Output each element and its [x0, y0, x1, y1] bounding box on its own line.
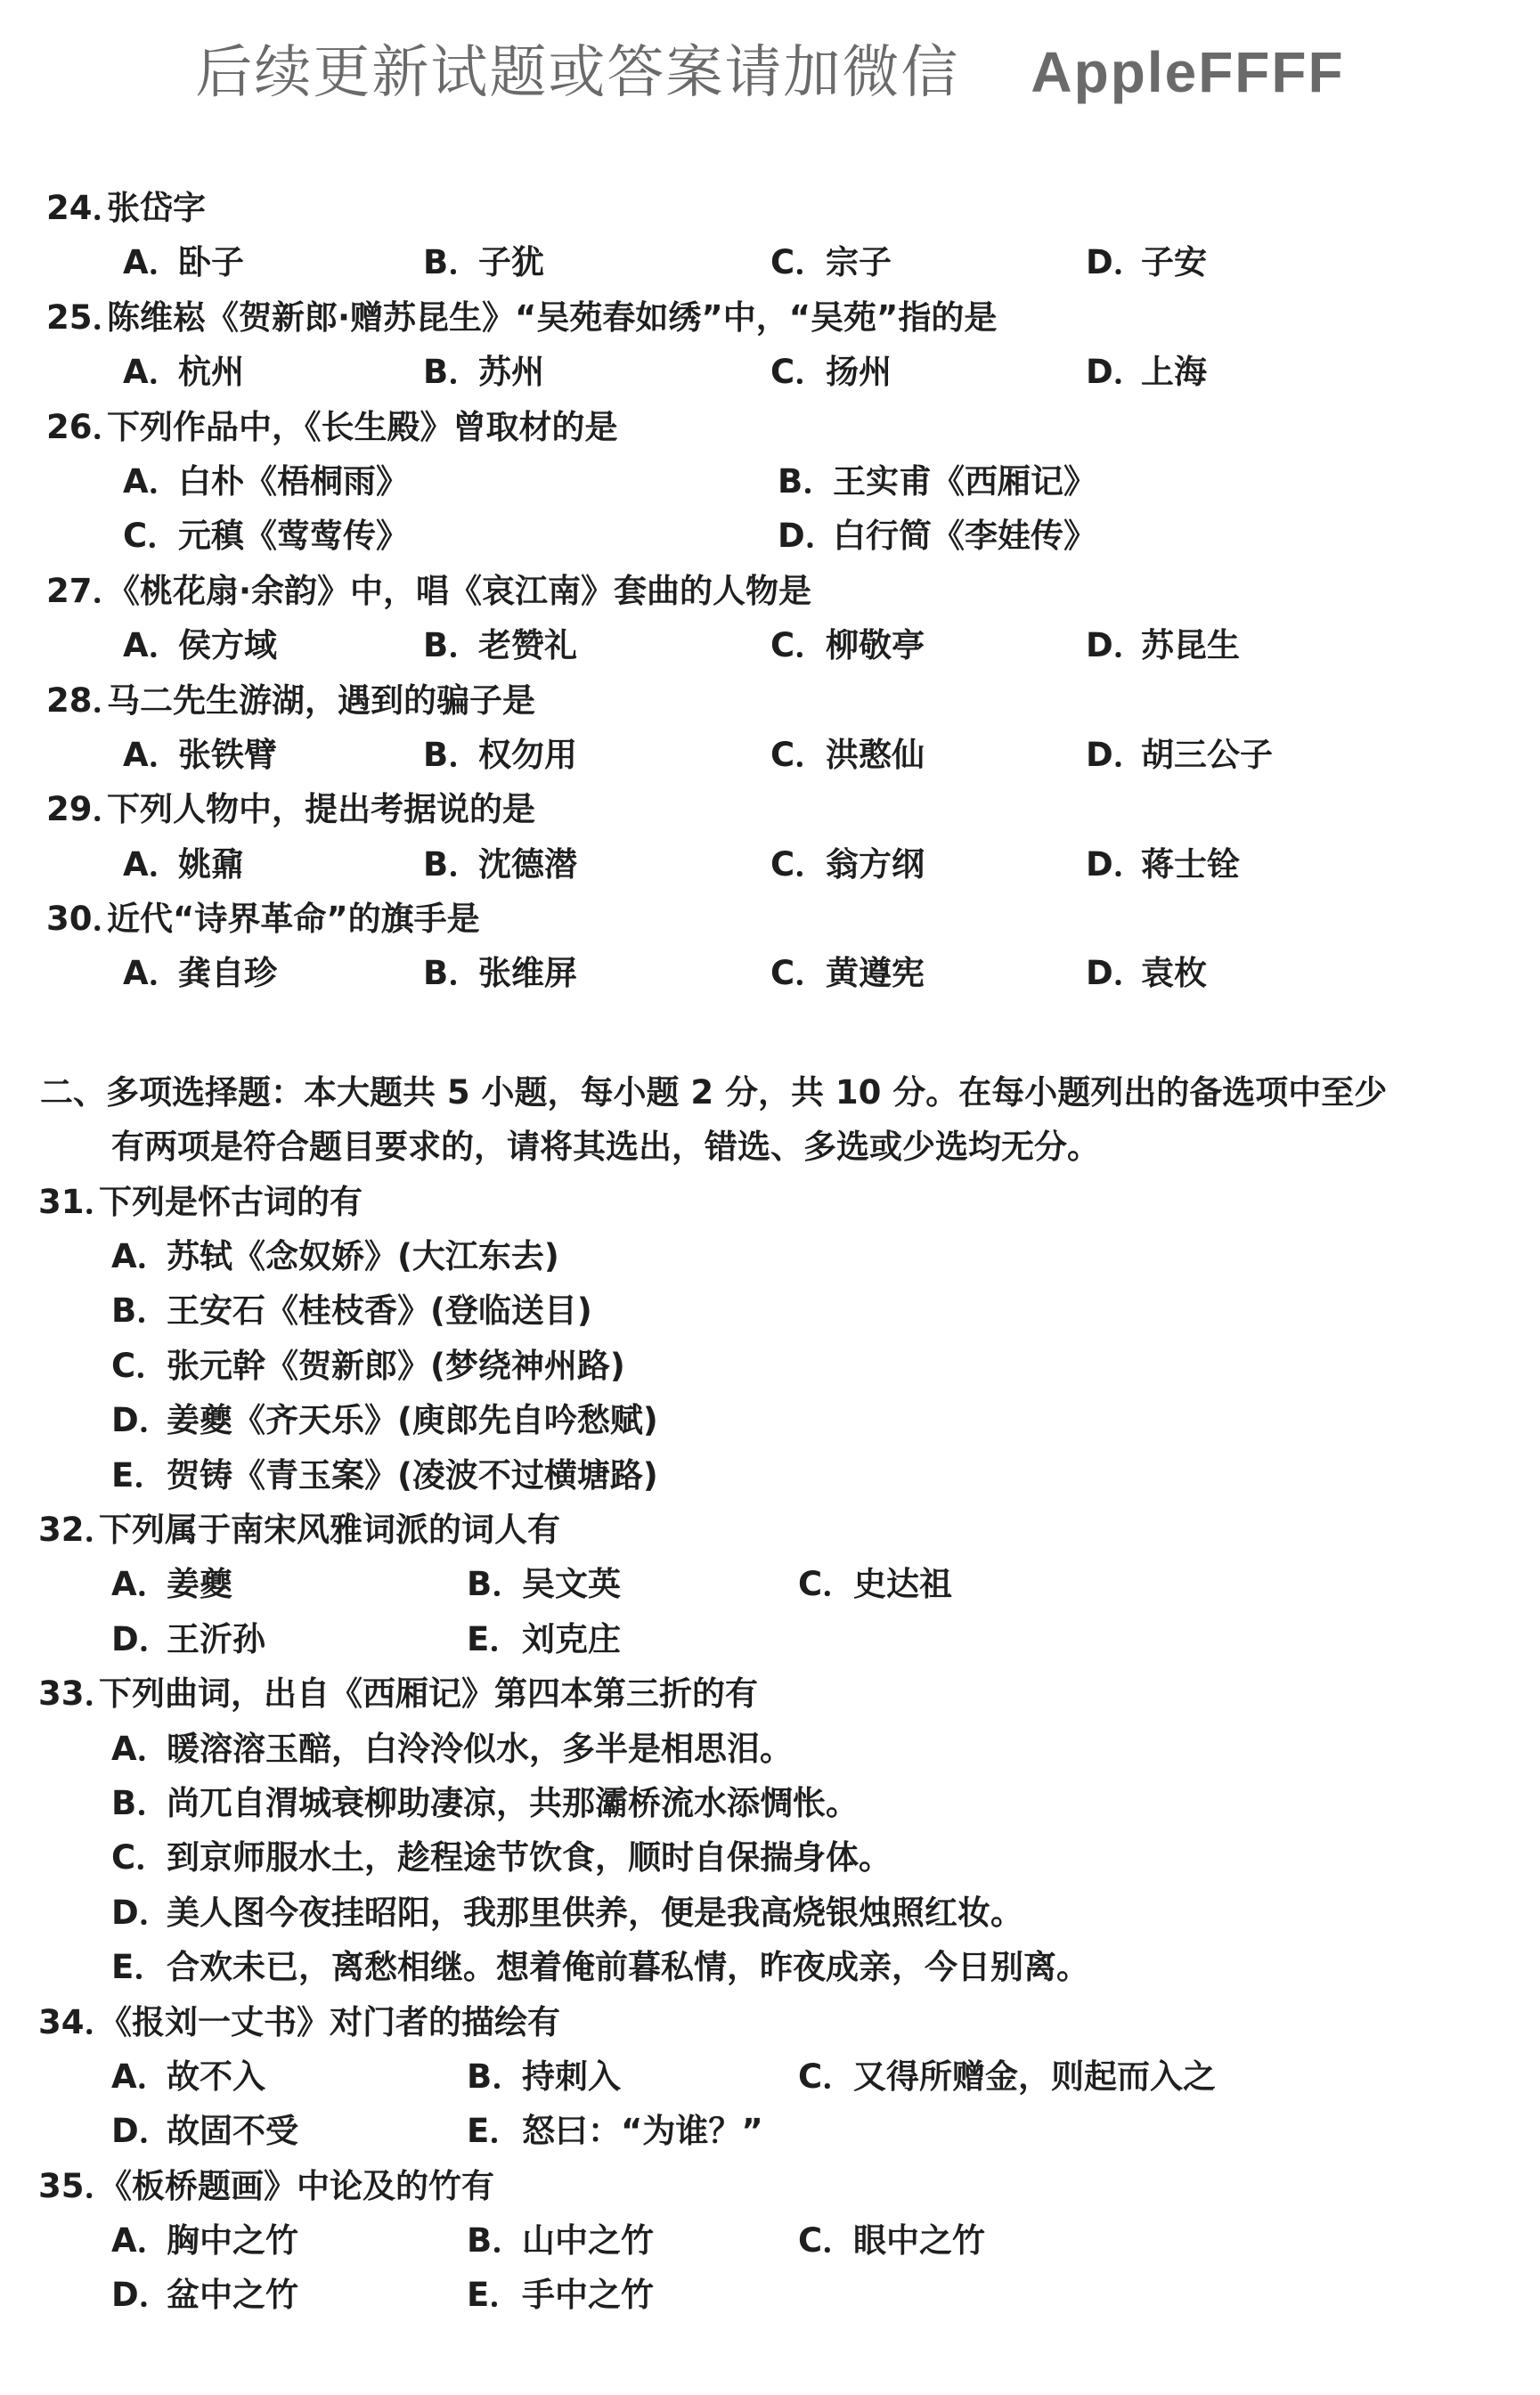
text-line: [0, 1120, 1540, 1174]
option-text: 元稹《莺莺传》: [178, 517, 409, 556]
text-line: [0, 1612, 1540, 1666]
option-label: A．: [123, 735, 182, 774]
option-text: 老赞礼: [478, 626, 577, 665]
option-text: 胡三公子: [1141, 735, 1273, 774]
option-label: E．: [467, 1619, 523, 1658]
option-label: A．: [111, 1237, 170, 1276]
option-text: 杭州: [178, 353, 244, 392]
option-label: D．: [1086, 626, 1146, 665]
option-text: 白朴《梧桐雨》: [178, 461, 409, 501]
question-stem: 下列属于南宋风雅词派的词人有: [99, 1510, 560, 1549]
option-label: A．: [111, 2057, 170, 2096]
text-line: [0, 1448, 1540, 1503]
option-label: E．: [111, 1455, 167, 1495]
text-line: [0, 1995, 1540, 2049]
text-line: [0, 235, 1540, 289]
option-text: 吴文英: [522, 1565, 621, 1604]
option-text: 手中之竹: [522, 2276, 654, 2315]
question-stem: 近代“诗界革命”的旗手是: [107, 900, 480, 939]
option-text: 苏昆生: [1141, 626, 1240, 665]
option-label: A．: [123, 844, 182, 884]
text-line: [0, 345, 1540, 399]
option-label: A．: [123, 461, 182, 501]
option-text: 洪憨仙: [826, 735, 925, 774]
option-label: B．: [467, 2221, 526, 2261]
option-text: 柳敬亭: [826, 626, 925, 665]
option-label: D．: [1086, 735, 1146, 774]
question-stem: 张岱字: [107, 189, 206, 227]
question-number: 29．: [46, 790, 126, 829]
option-text: 怒曰：“为谁？”: [522, 2112, 763, 2151]
question-number: 30．: [46, 900, 126, 939]
text-line: [0, 1557, 1540, 1611]
question-number: 27．: [46, 571, 126, 610]
option-label: C．: [770, 844, 828, 884]
option-text: 翁方纲: [826, 844, 925, 884]
text-line: [0, 1776, 1540, 1830]
option-text: 子犹: [478, 243, 544, 282]
text-line: [0, 1175, 1540, 1229]
option-text: 苏轼《念奴娇》(大江东去): [167, 1237, 559, 1276]
option-label: C．: [798, 2057, 856, 2096]
option-label: C．: [770, 353, 828, 392]
watermark-banner: [0, 27, 1540, 109]
option-label: A．: [111, 2221, 170, 2261]
question-stem: 马二先生游湖，遇到的骗子是: [107, 680, 535, 720]
text-line: [0, 1393, 1540, 1447]
question-number: 33．: [38, 1674, 118, 1714]
text-line: [0, 1283, 1540, 1338]
option-label: B．: [423, 353, 482, 392]
option-text: 美人图今夜挂昭阳，我那里供养，便是我高烧银烛照红妆。: [167, 1893, 1023, 1932]
option-text: 眼中之竹: [853, 2221, 985, 2261]
text-line: [0, 1503, 1540, 1557]
option-text: 王安石《桂枝香》(登临送目): [167, 1291, 592, 1331]
text-line: [0, 946, 1540, 1000]
option-text: 山中之竹: [522, 2221, 654, 2261]
option-label: A．: [123, 353, 182, 392]
option-text: 暖溶溶玉醅，白泠泠似水，多半是相思泪。: [167, 1729, 793, 1768]
option-text: 张铁臂: [178, 735, 277, 774]
option-text: 白行简《李娃传》: [833, 517, 1096, 556]
text-line: [0, 400, 1540, 454]
option-text: 子安: [1141, 243, 1207, 282]
question-number: 28．: [46, 680, 126, 720]
question-stem: 《报刘一丈书》对门者的描绘有: [99, 2002, 560, 2041]
option-text: 王沂孙: [167, 1619, 265, 1658]
option-text: 持刺入: [522, 2057, 621, 2096]
option-text: 上海: [1141, 353, 1207, 392]
option-label: B．: [423, 243, 482, 282]
option-text: 龚自珍: [178, 954, 277, 993]
option-label: E．: [111, 1948, 167, 1987]
option-text: 蒋士铨: [1141, 844, 1240, 884]
question-stem: 陈维崧《贺新郎·赠苏昆生》“吴苑春如绣”中，“吴苑”指的是: [107, 297, 998, 337]
exam-content: [0, 181, 1540, 2323]
question-number: 32．: [38, 1510, 118, 1549]
question-number: 31．: [38, 1182, 118, 1221]
text-line: [0, 2213, 1540, 2268]
banner-wechat-id: AppleFFFF: [1031, 40, 1345, 104]
option-text: 合欢未已，离愁相继。想着俺前暮私情，昨夜成亲，今日别离。: [167, 1948, 1089, 1987]
option-text: 扬州: [826, 353, 892, 392]
option-label: C．: [798, 2221, 856, 2261]
option-text: 到京师服水土，趁程途节饮食，顺时自保揣身体。: [167, 1838, 892, 1878]
option-text: 贺铸《青玉案》(凌波不过横塘路): [167, 1455, 658, 1495]
question-stem: 下列曲词，出自《西厢记》第四本第三折的有: [99, 1674, 758, 1714]
option-text: 姜夔《齐天乐》(庾郎先自吟愁赋): [167, 1401, 658, 1440]
option-label: C．: [111, 1838, 169, 1878]
text-line: [0, 837, 1540, 892]
option-label: A．: [123, 954, 182, 993]
option-text: 又得所赠金，则起而入之: [853, 2057, 1216, 2096]
text-line: [0, 2159, 1540, 2213]
option-label: D．: [1086, 353, 1146, 392]
text-line: [0, 673, 1540, 728]
option-label: B．: [467, 2057, 526, 2096]
option-text: 史达祖: [853, 1565, 952, 1604]
option-label: C．: [770, 243, 828, 282]
text-line: [0, 509, 1540, 563]
option-label: D．: [111, 1619, 172, 1658]
option-text: 侯方域: [178, 626, 277, 665]
option-text: 宗子: [826, 243, 892, 282]
option-label: B．: [423, 954, 482, 993]
text-line: [0, 454, 1540, 509]
option-text: 王实甫《西厢记》: [833, 461, 1096, 501]
option-text: 刘克庄: [522, 1619, 621, 1658]
option-label: B．: [111, 1291, 170, 1331]
text-line: [0, 782, 1540, 836]
option-label: C．: [770, 626, 828, 665]
text-line: [0, 2268, 1540, 2322]
option-text: 故不入: [167, 2057, 265, 2096]
text-line: [0, 1722, 1540, 1776]
text-line: [0, 892, 1540, 946]
text-line: [0, 290, 1540, 345]
option-label: B．: [111, 1783, 170, 1822]
question-number: 35．: [38, 2166, 118, 2205]
option-label: C．: [123, 517, 181, 556]
option-label: A．: [123, 626, 182, 665]
section-instructions: 有两项是符合题目要求的，请将其选出，错选、多选或少选均无分。: [111, 1128, 1100, 1167]
question-stem: 《桃花扇·余韵》中，唱《哀江南》套曲的人物是: [107, 571, 812, 610]
option-label: B．: [778, 461, 836, 501]
question-stem: 下列人物中，提出考据说的是: [107, 790, 535, 829]
option-label: A．: [123, 243, 182, 282]
option-label: D．: [778, 517, 838, 556]
section-heading: 二、多项选择题：本大题共 5 小题，每小题 2 分，共 10 分。在每小题列出的备选项中至少: [40, 1072, 1388, 1112]
option-label: B．: [467, 1565, 526, 1604]
text-line: [0, 618, 1540, 672]
option-label: D．: [111, 1893, 172, 1932]
option-label: D．: [1086, 243, 1146, 282]
text-line: [0, 728, 1540, 782]
option-label: C．: [111, 1346, 169, 1385]
text-line: [0, 2049, 1540, 2104]
text-line: [0, 2104, 1540, 2158]
question-number: 24．: [46, 189, 126, 227]
option-text: 权勿用: [478, 735, 577, 774]
question-number: 34．: [38, 2002, 118, 2041]
option-label: A．: [111, 1565, 170, 1604]
option-label: B．: [423, 844, 482, 884]
option-text: 沈德潜: [478, 844, 577, 884]
option-text: 姜夔: [167, 1565, 232, 1604]
question-number: 26．: [46, 407, 126, 446]
option-text: 张维屏: [478, 954, 577, 993]
question-stem: 《板桥题画》中论及的竹有: [99, 2166, 494, 2205]
option-label: A．: [111, 1729, 170, 1768]
option-text: 苏州: [478, 353, 544, 392]
option-text: 故固不受: [167, 2112, 298, 2151]
option-label: D．: [111, 2276, 172, 2315]
option-text: 袁枚: [1141, 954, 1207, 993]
text-line: [0, 181, 1540, 235]
option-text: 胸中之竹: [167, 2221, 298, 2261]
text-line: [0, 1229, 1540, 1283]
banner-text: 后续更新试题或答案请加微信: [195, 40, 960, 106]
text-line: [0, 1940, 1540, 1994]
option-label: C．: [770, 954, 828, 993]
option-label: C．: [770, 735, 828, 774]
text-line: [0, 1666, 1540, 1721]
option-label: E．: [467, 2112, 523, 2151]
option-text: 黄遵宪: [826, 954, 925, 993]
option-label: D．: [1086, 954, 1146, 993]
option-label: D．: [111, 1401, 172, 1440]
option-text: 卧子: [178, 243, 244, 282]
option-label: E．: [467, 2276, 523, 2315]
option-label: B．: [423, 626, 482, 665]
question-stem: 下列作品中，《长生殿》曾取材的是: [107, 407, 618, 446]
option-label: D．: [1086, 844, 1146, 884]
text-line: [0, 564, 1540, 618]
option-label: D．: [111, 2112, 172, 2151]
text-line: [0, 1830, 1540, 1885]
option-text: 盆中之竹: [167, 2276, 298, 2315]
text-line: [0, 1065, 1540, 1120]
option-text: 张元幹《贺新郎》(梦绕神州路): [167, 1346, 625, 1385]
option-text: 尚兀自渭城衰柳助凄凉，共那灞桥流水添惆怅。: [167, 1783, 859, 1822]
option-text: 姚鼐: [178, 844, 244, 884]
question-stem: 下列是怀古词的有: [99, 1182, 363, 1221]
text-line: [0, 1886, 1540, 1940]
option-label: B．: [423, 735, 482, 774]
option-label: C．: [798, 1565, 856, 1604]
question-number: 25．: [46, 297, 126, 337]
text-line: [0, 1339, 1540, 1393]
